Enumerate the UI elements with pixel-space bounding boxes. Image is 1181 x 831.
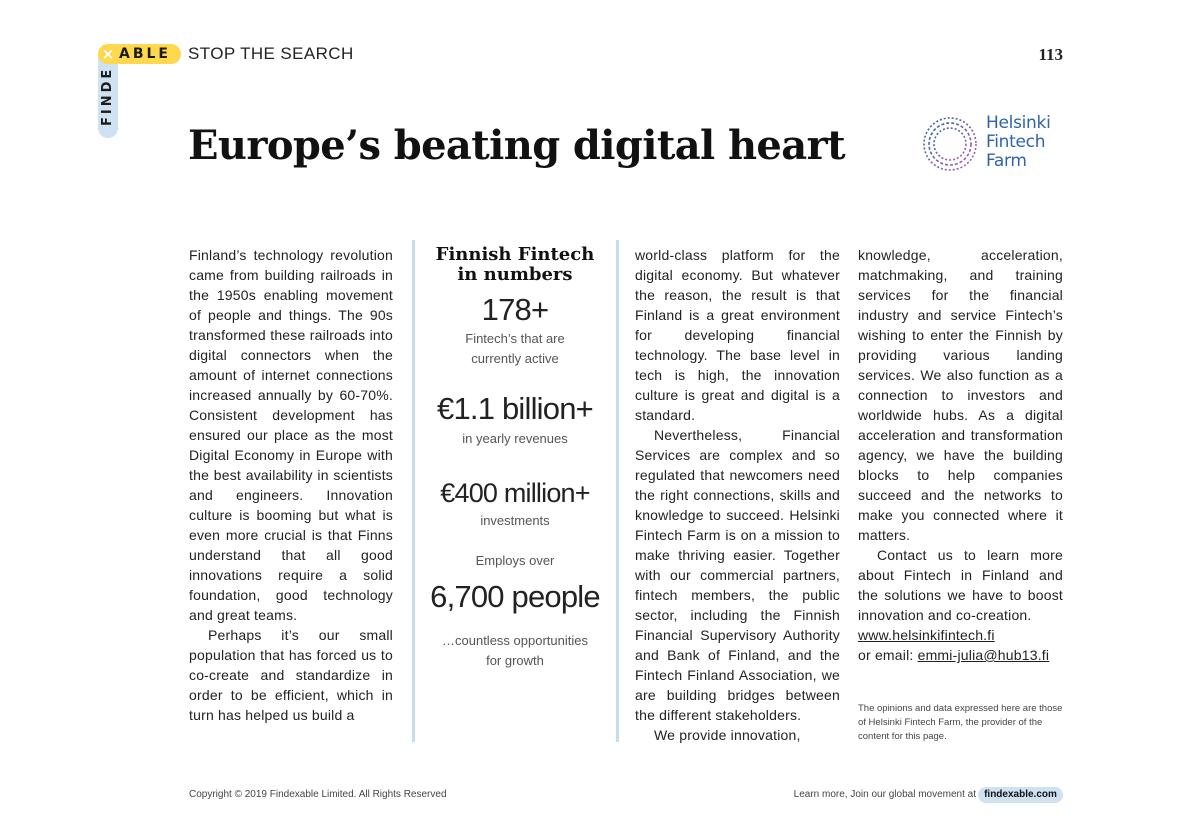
stat-revenue-label: in yearly revenues bbox=[462, 431, 568, 446]
partner-logo-line3: Farm bbox=[986, 151, 1027, 171]
column1-paragraph1: Finland’s technology revolution came from building railroads in the 1950s enabling movement of people and things. The 90s transformed these railroads into digital connectors when the amount of internet connections increased annually by 60-70%. Consistent development has ensured our place as the most Digital Economy in Europe with the best availability in scientists and engineers. Innovation culture is booming but what is even more crucial is that Finns understand that all good innovations require a solid foundation, good technology and great teams. bbox=[189, 247, 393, 623]
learn-more-text: Learn more, Join our global movement at bbox=[793, 789, 976, 800]
fintech-farm-emblem-icon bbox=[916, 110, 986, 178]
logo-horizontal-text: ABLE bbox=[119, 46, 171, 62]
email-link[interactable]: emmi-julia@hub13.fi bbox=[917, 647, 1050, 663]
column4-paragraph2: Contact us to learn more about Fintech in Finland and the solutions we have to boost innovation and co-creation. bbox=[858, 547, 1063, 623]
stat-investments-label: investments bbox=[480, 513, 550, 528]
column1-paragraph2: Perhaps it’s our small population that has forced us to co-create and standardize in order to be efficient, which in turn has helped us build a bbox=[189, 627, 393, 723]
column4-paragraph1: knowledge, acceleration, matchmaking, and training services for the financial industry and service Fintech’s wishing to enter the Finnish by providing various landing services. We also function as a connection to investors and worldwide hubs. As a digital acceleration and transformation agency, we have the building blocks to help companies succeed and the networks to make you connected where it matters. bbox=[858, 247, 1063, 543]
column3-paragraph3: We provide innovation, bbox=[654, 727, 801, 743]
partner-logo-line1: Helsinki bbox=[986, 113, 1051, 133]
column-3 bbox=[635, 245, 840, 745]
stats-title-line2: in numbers bbox=[457, 264, 573, 285]
stats-panel bbox=[415, 245, 615, 671]
findexable-site-link[interactable]: findexable.com bbox=[978, 787, 1063, 803]
copyright-text: Copyright © 2019 Findexable Limited. All Rights Reserved bbox=[189, 789, 447, 800]
stat-opportunities-line2: for growth bbox=[486, 653, 544, 668]
website-link[interactable]: www.helsinkifintech.fi bbox=[858, 627, 995, 643]
column-divider bbox=[616, 240, 619, 742]
logo-x-mark: × bbox=[101, 45, 115, 63]
column3-paragraph2: Nevertheless, Financial Services are complex and so regulated that newcomers need the right connections, skills and knowledge to succeed. Helsinki Fintech Farm is on a mission to make thriving easier. Together with our commercial partners, fintech members, the public sector, including the Finnish Financial Supervisory Authority and Bank of Finland, and the Fintech Finland Association, we are building bridges between the different stakeholders. bbox=[635, 427, 840, 723]
partner-logo-line2: Fintech bbox=[986, 132, 1046, 152]
stat-active-fintechs-label2: currently active bbox=[471, 351, 559, 366]
stat-active-fintechs-value: 178+ bbox=[481, 292, 549, 327]
column-4 bbox=[858, 245, 1063, 665]
column-1 bbox=[189, 245, 393, 725]
stat-active-fintechs-label1: Fintech’s that are bbox=[465, 331, 565, 346]
stat-revenue-value: €1.1 billion+ bbox=[437, 391, 593, 426]
email-prefix: or email: bbox=[858, 647, 918, 663]
stats-title-line1: Finnish Fintech bbox=[435, 244, 595, 265]
stat-employees-value: 6,700 people bbox=[430, 579, 600, 614]
logo-vertical-text: FINDE bbox=[100, 66, 115, 126]
section-label: STOP THE SEARCH bbox=[188, 44, 354, 63]
partner-logo-text bbox=[986, 114, 1051, 171]
stat-employees-prefix: Employs over bbox=[475, 553, 555, 568]
page-number: 113 bbox=[1038, 45, 1063, 64]
disclaimer-note: The opinions and data expressed here are those of Helsinki Fintech Farm, the provider of the content for this page. bbox=[858, 703, 1063, 742]
stat-investments-value: €400 million+ bbox=[440, 478, 590, 508]
column3-paragraph1: world-class platform for the digital economy. But whatever the reason, the result is that Finland is a great environment for developing financial technology. The base level in tech is high, the innovation culture is great and digital is a standard. bbox=[635, 247, 840, 423]
page-title: Europe’s beating digital heart bbox=[188, 122, 845, 169]
stat-opportunities-line1: …countless opportunities bbox=[442, 633, 588, 648]
